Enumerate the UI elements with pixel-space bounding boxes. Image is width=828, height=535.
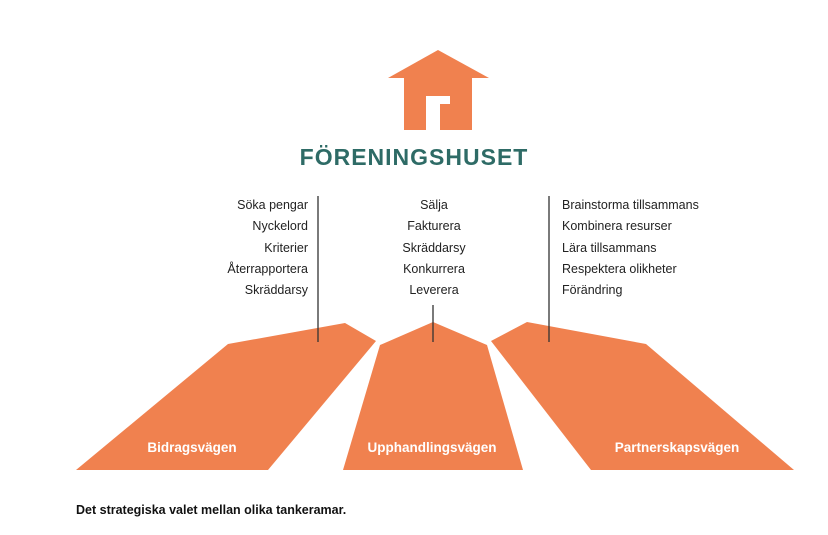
list-item: Kriterier xyxy=(264,240,308,255)
label-upphandlingsvagen: Upphandlingsvägen xyxy=(367,440,497,455)
list-item: Konkurrera xyxy=(403,261,465,276)
list-item: Återrapportera xyxy=(227,261,308,276)
list-bidragsvagen xyxy=(227,195,308,301)
list-item: Respektera olikheter xyxy=(562,261,677,276)
house-icon xyxy=(388,50,489,132)
figure-caption: Det strategiska valet mellan olika tankeramar. xyxy=(76,503,347,517)
list-item: Leverera xyxy=(409,283,459,298)
list-item: Söka pengar xyxy=(237,198,308,212)
list-item: Sälja xyxy=(420,198,448,212)
list-item: Skräddarsy xyxy=(244,283,308,298)
list-partnerskapsvagen xyxy=(562,195,699,301)
list-item: Nyckelord xyxy=(252,219,308,234)
label-partnerskapsvagen: Partnerskapsvägen xyxy=(614,440,740,455)
label-bidragsvagen: Bidragsvägen xyxy=(147,440,237,455)
list-item: Brainstorma tillsammans xyxy=(562,198,699,212)
diagram-title: FÖRENINGSHUSET xyxy=(299,144,529,170)
list-item: Skräddarsy xyxy=(402,240,466,255)
list-item: Lära tillsammans xyxy=(562,240,657,255)
list-item: Fakturera xyxy=(407,219,461,234)
list-upphandlingsvagen xyxy=(334,195,534,301)
list-item: Kombinera resurser xyxy=(562,219,672,234)
list-item: Förändring xyxy=(562,283,623,298)
